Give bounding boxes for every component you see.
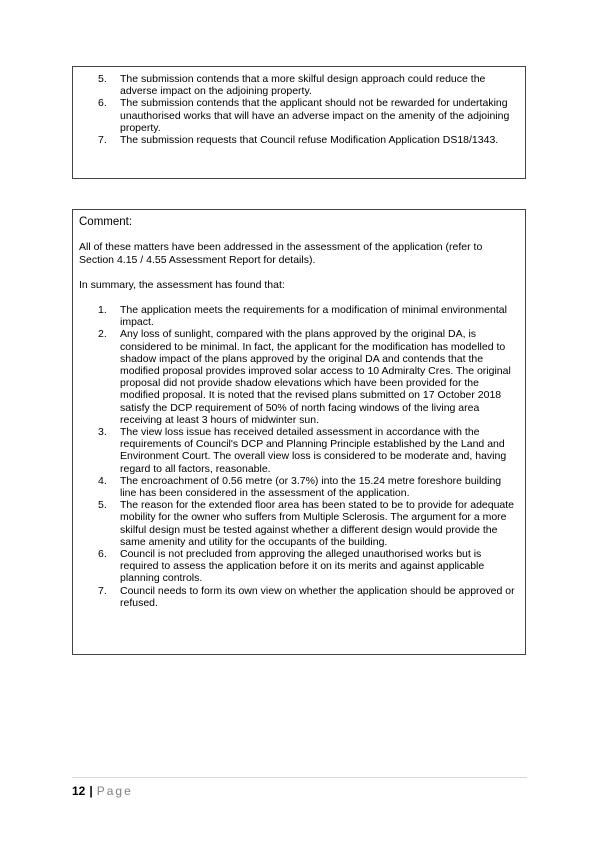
list-number: 5. <box>98 499 107 512</box>
list-item <box>79 97 519 134</box>
list-number: 2. <box>98 328 107 341</box>
list-number: 6. <box>98 548 107 561</box>
page-word: Page <box>96 784 133 798</box>
footer-separator: | <box>89 784 93 798</box>
list-number: 5. <box>98 73 107 85</box>
list-number: 1. <box>98 304 107 316</box>
list-text: The encroachment of 0.56 metre (or 3.7%) into the 15.24 metre foreshore building line has been considered in the assessment of the application. <box>120 474 502 500</box>
page-footer <box>72 784 133 798</box>
list-item <box>79 426 519 475</box>
list-text: The submission contends that the applicant should not be rewarded for undertaking unauthorised works that will have an adverse impact on the amenity of the adjoining property. <box>120 97 510 134</box>
comment-intro: All of these matters have been addressed in the assessment of the application (refer to Section 4.15 / 4.55 Assessment Report for details). <box>79 241 483 266</box>
comment-heading: Comment: <box>79 216 133 228</box>
list-text: Any loss of sunlight, compared with the plans approved by the original DA, is considered to be minimal. In fact, the applicant for the modification has modelled to shadow impact of the plans approved by the original DA and contends that the modified proposal provides improved solar access to 10 Admiralty Cres. The original proposal did not provide shadow elevations which have been provided for the modified proposal. It is noted that the revised plans submitted on 17 October 2018 satisfy the DCP requirement of 50% of north facing windows of the living area receiving at least 3 hours of midwinter sun. <box>120 328 511 426</box>
list-item <box>79 548 519 585</box>
findings-list <box>79 304 519 609</box>
list-item <box>79 585 519 609</box>
list-item <box>79 134 519 146</box>
list-item <box>79 475 519 499</box>
list-text: The submission contends that a more skilful design approach could reduce the adverse impact on the adjoining property. <box>120 73 486 98</box>
list-item <box>79 499 519 548</box>
list-item <box>79 304 519 328</box>
footer-divider <box>72 777 527 778</box>
submission-list <box>79 73 519 146</box>
list-item <box>79 73 519 97</box>
submission-points-box <box>72 66 526 179</box>
list-number: 4. <box>98 474 107 487</box>
list-number: 3. <box>98 426 107 439</box>
list-text: The reason for the extended floor area has been stated to be to provide for adequate mobility for the owner who suffers from Multiple Sclerosis. The argument for a more skilful design must be tested against whether a different design would provide the same amenity and utility for the occupants of the building. <box>120 499 515 548</box>
list-text: The view loss issue has received detailed assessment in accordance with the requirements of Council's DCP and Planning Principle established by the Land and Environment Court. The overall view loss is considered to be moderate and, having regard to all factors, reasonable. <box>120 426 507 475</box>
list-number: 6. <box>98 97 107 110</box>
list-text: The submission requests that Council refuse Modification Application DS18/1343. <box>120 134 499 147</box>
list-number: 7. <box>98 584 107 597</box>
list-text: Council needs to form its own view on whether the application should be approved or refused. <box>120 584 515 609</box>
list-number: 7. <box>98 134 107 147</box>
list-item <box>79 328 519 426</box>
page-number: 12 <box>72 784 86 798</box>
list-text: The application meets the requirements for a modification of minimal environmental impact. <box>120 304 507 329</box>
comment-box <box>72 209 526 655</box>
list-text: Council is not precluded from approving the alleged unauthorised works but is required to assess the application before it on its merits and against applicable planning controls. <box>120 548 485 585</box>
summary-lead: In summary, the assessment has found that: <box>79 279 285 291</box>
